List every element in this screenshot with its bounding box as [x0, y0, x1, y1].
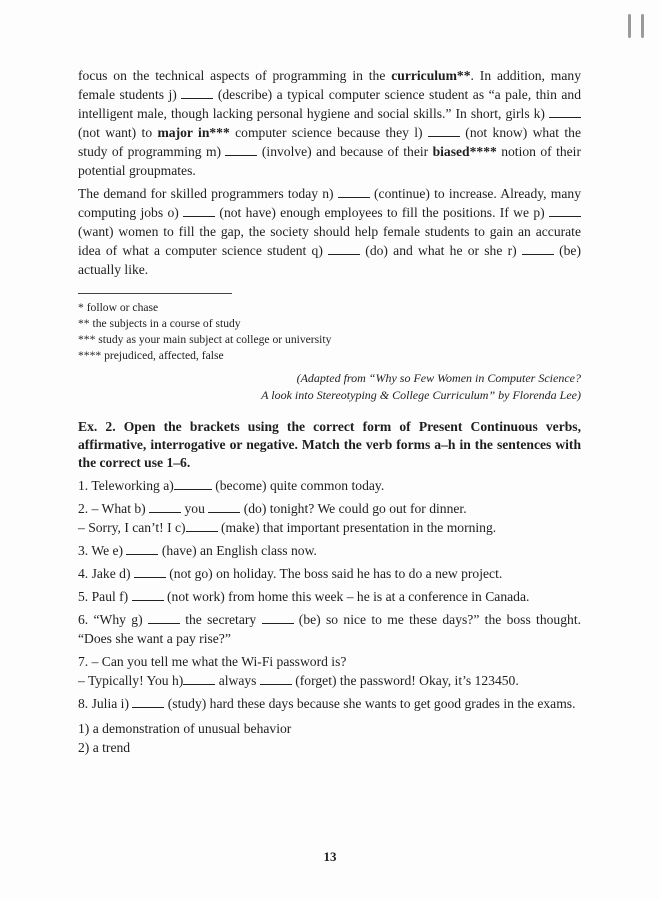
- text: 5. Paul f): [78, 589, 132, 604]
- text: the secretary: [179, 612, 262, 627]
- text: (continue) to increase. Already, many computing jobs o): [78, 186, 581, 220]
- gap-o[interactable]: [183, 205, 215, 217]
- footnote: **** prejudiced, affected, false: [78, 349, 224, 362]
- gap-l[interactable]: [428, 125, 460, 137]
- gap-h2[interactable]: [260, 673, 292, 685]
- text: (be) so nice to me these days?” the boss thought. “Does she want a pay rise?”: [78, 612, 581, 646]
- use-item: 1) a demonstration of unusual behavior: [78, 721, 292, 736]
- text: focus on the technical aspects of programming in the: [78, 68, 392, 83]
- text: you: [181, 501, 209, 516]
- text: (involve) and because of their: [257, 144, 433, 159]
- text: (be) actually like.: [78, 243, 581, 277]
- gap-f[interactable]: [132, 589, 164, 601]
- text: 2. – What b): [78, 501, 150, 516]
- exercise-item-1: [78, 476, 581, 495]
- page-number: 13: [323, 849, 337, 864]
- exercise-item-6: [78, 610, 581, 648]
- source-line: (Adapted from “Why so Few Women in Computer Science?: [296, 371, 581, 385]
- term-major-in: major in***: [157, 125, 230, 140]
- text: (study) hard these days because she wants to get good grades in the exams.: [164, 696, 576, 711]
- gap-q[interactable]: [328, 243, 360, 255]
- text: notion of their potential groupmates.: [78, 144, 581, 178]
- text: (describe) a typical computer science student as “a pale, thin and intelligent male, though lacking personal hygiene and social skills.” In short, girls k): [78, 87, 581, 121]
- text: (do) tonight? We could go out for dinner.: [240, 501, 467, 516]
- source-line: A look into Stereotyping & College Curriculum” by Florenda Lee): [261, 388, 581, 402]
- use-item: 2) a trend: [78, 740, 131, 755]
- exercise-item-4: [78, 564, 581, 583]
- uses-list: [78, 719, 581, 757]
- footnote: * follow or chase: [78, 301, 159, 314]
- text: (want) women to fill the gap, the society should help female students to gain an accurate idea of what a computer science student q): [78, 224, 581, 258]
- text: always: [215, 673, 260, 688]
- text: – Sorry, I can’t! I c): [78, 520, 186, 535]
- exercise-item-8: [78, 694, 581, 713]
- gap-r[interactable]: [522, 243, 554, 255]
- text: (have) an English class now.: [158, 543, 317, 558]
- gap-m[interactable]: [225, 144, 257, 156]
- gap-i[interactable]: [132, 696, 164, 708]
- gap-a[interactable]: [174, 478, 212, 490]
- text: (not have) enough employees to fill the positions. If we p): [215, 205, 550, 220]
- text: 1. Teleworking a): [78, 478, 174, 493]
- text: (forget) the password! Okay, it’s 123450.: [291, 673, 519, 688]
- text: (not work) from home this week – he is at a conference in Canada.: [163, 589, 530, 604]
- scrollbar-handle[interactable]: [628, 14, 644, 38]
- exercise-item-3: [78, 541, 581, 560]
- exercise-item-5: [78, 587, 581, 606]
- text: 7. – Can you tell me what the Wi-Fi password is?: [78, 654, 347, 669]
- text: (become) quite common today.: [211, 478, 385, 493]
- text: (not know) what the study of programming m): [78, 125, 581, 159]
- text: (do) and what he or she r): [360, 243, 522, 258]
- passage-paragraph-1: [78, 66, 581, 180]
- source-citation: [78, 370, 581, 404]
- text: 3. We e): [78, 543, 127, 558]
- gap-e[interactable]: [126, 543, 158, 555]
- gap-c[interactable]: [186, 520, 218, 532]
- gap-b[interactable]: [149, 501, 181, 513]
- gap-n[interactable]: [338, 186, 370, 198]
- footnote: ** the subjects in a course of study: [78, 317, 241, 330]
- gap-k[interactable]: [549, 106, 581, 118]
- gap-d[interactable]: [134, 566, 166, 578]
- text: computer science because they l): [229, 125, 428, 140]
- text: (make) that important presentation in the morning.: [217, 520, 497, 535]
- text: 4. Jake d): [78, 566, 134, 581]
- text: The demand for skilled programmers today n): [78, 186, 338, 201]
- exercise-item-2: [78, 499, 581, 537]
- text: . In addition, many female students j): [78, 68, 581, 102]
- exercise-title: Ex. 2. Open the brackets using the correct form of Present Continuous verbs, affirmative, interrogative or negative. Match the verb forms a–h in the sentences with the correct use 1–6.: [78, 419, 581, 470]
- passage-paragraph-2: [78, 184, 581, 279]
- gap-g2[interactable]: [262, 612, 294, 624]
- text: (not go) on holiday. The boss said he has to do a new project.: [165, 566, 503, 581]
- gap-b2[interactable]: [208, 501, 240, 513]
- term-curriculum: curriculum**: [391, 68, 471, 83]
- text: 6. “Why g): [78, 612, 148, 627]
- gap-h[interactable]: [183, 673, 215, 685]
- term-biased: biased****: [432, 144, 497, 159]
- text: 8. Julia i): [78, 696, 133, 711]
- footnote: *** study as your main subject at college or university: [78, 333, 332, 346]
- text: (not want) to: [78, 125, 158, 140]
- footnotes: [78, 300, 581, 364]
- gap-j[interactable]: [181, 87, 213, 99]
- gap-g[interactable]: [148, 612, 180, 624]
- footnote-divider: [78, 293, 232, 294]
- exercise-item-7: [78, 652, 581, 690]
- gap-p[interactable]: [549, 205, 581, 217]
- text: – Typically! You h): [78, 673, 184, 688]
- document-page: [78, 66, 581, 757]
